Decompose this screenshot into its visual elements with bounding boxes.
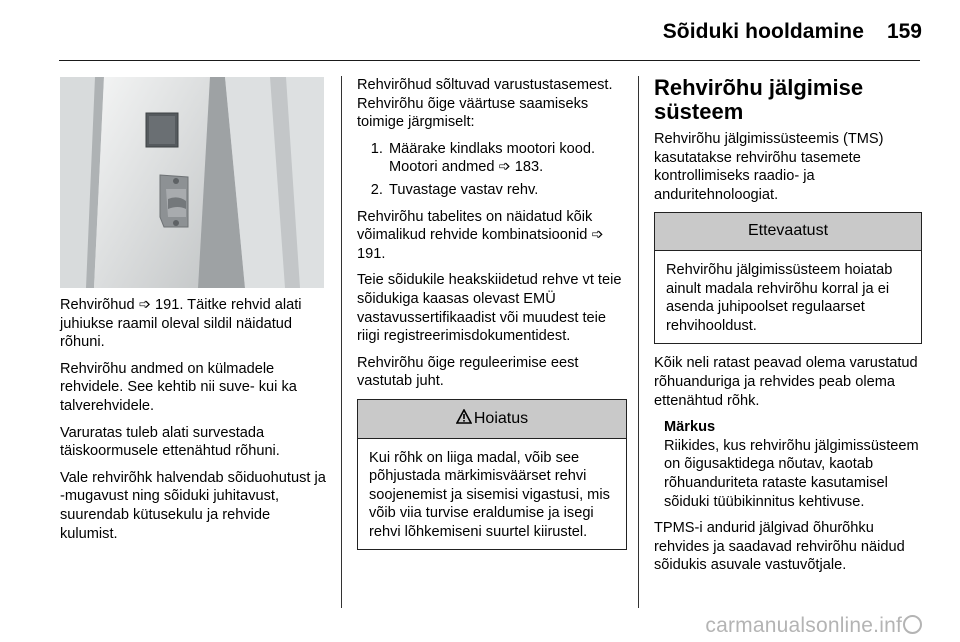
page-header-title: Sõiduki hooldamine [662,20,864,43]
note-title: Märkus [664,419,716,436]
caution-box-title: Ettevaatust [655,213,921,251]
paragraph-four-wheels: Kõik neli ratast peavad olema varustatud rõhuanduriga ja rehvides peab olema ettenähtud rõhk. [654,355,918,409]
paragraph-cold-tyres: Rehvirõhu andmed on külmadele rehvidele. See kehtib nii suve- kui ka talverehvidele. [60,360,297,414]
caution-box-body: Rehvirõhu jälgimissüsteem hoiatab ainult madala rehvirõhu korral ja ei asenda juhipoolset regulaarset rehvihooldust. [666,261,893,334]
watermark-text: carmanualsonline.inf [705,614,902,637]
page-number: 159 [886,20,922,43]
paragraph-driver-responsibility: Rehvirõhu õige reguleerimise eest vastutab juht. [357,354,579,390]
column-right [654,76,922,583]
note-body: Riikides, kus rehvirõhu jälgimissüsteem on õigusaktidega nõutav, kaotab rõhuanduriteta rataste kasutamisel sõiduki tüübikinnitus kehtivuse. [664,437,919,510]
section-title-tpms: Rehvirõhu jälgimise süsteem [654,75,864,124]
steps-list [357,140,627,200]
paragraph-tpms-intro: Rehvirõhu jälgimissüsteemis (TMS) kasutatakse rehvirõhu tasemete kontrollimiseks raadio- ja anduritehnoloogiat. [654,131,884,203]
note-block [654,418,922,511]
paragraph-tpms-sensors: TPMS-i andurid jälgivad õhurõhku rehvides ja saadavad rehvirõhu näidud sõidukis asuvale vastuvõtjale. [654,520,905,574]
column-divider-2 [638,76,639,608]
watermark-logo-icon [903,615,922,634]
paragraph-pressure-tables: Rehvirõhu tabelites on näidatud kõik võimalikud rehvide kombinatsioonid ➩ 191. [357,208,604,262]
header-rule [59,60,920,61]
paragraph-tyre-pressures: Rehvirõhud ➩ 191. Täitke rehvid alati juhiukse raamil oleval sildil näidatud rõhuni. [60,297,302,351]
warning-box-header [358,400,626,439]
warning-triangle-icon [456,409,472,424]
column-middle [357,76,627,560]
warning-box [357,399,627,551]
paragraph-wrong-pressure: Vale rehvirõhk halvendab sõiduohutust ja -mugavust ning sõiduki juhitavust, suurendab kütusekulu ja rehvide kulumist. [60,469,326,542]
step-item: 1. Määrake kindlaks mootori kood. Mootori andmed ➩ 183. [387,140,627,177]
paragraph-approved-tyres: Teie sõidukile heakskiidetud rehve vt teie sõidukiga kaasas olevast EMÜ vastavussertifikaadist või muudest teie riigi registreerimisdokumentidest. [357,272,622,345]
warning-box-body: Kui rõhk on liiga madal, võib see põhjustada märkimisväärset rehvi soojenemist ja sisemisi vigastusi, mis võib viia turvise eraldumise ja isegi rehvi lõhkemiseni suurtel kiirustel. [369,449,610,540]
step-item: 2. Tuvastage vastav rehv. [387,181,627,200]
door-frame-drawing [60,77,324,288]
warning-box-title: Hoiatus [473,409,529,427]
caution-box [654,212,922,344]
watermark [705,614,922,638]
column-left [60,296,328,551]
paragraph-spare-wheel: Varuratas tuleb alati survestada täiskoormusele ettenähtud rõhuni. [60,424,280,460]
door-frame-illustration [60,77,324,288]
paragraph-pressure-intro: Rehvirõhud sõltuvad varustustasemest. Rehvirõhu õige väärtuse saamiseks toimige järgmiselt: [357,77,613,131]
column-divider-1 [341,76,342,608]
